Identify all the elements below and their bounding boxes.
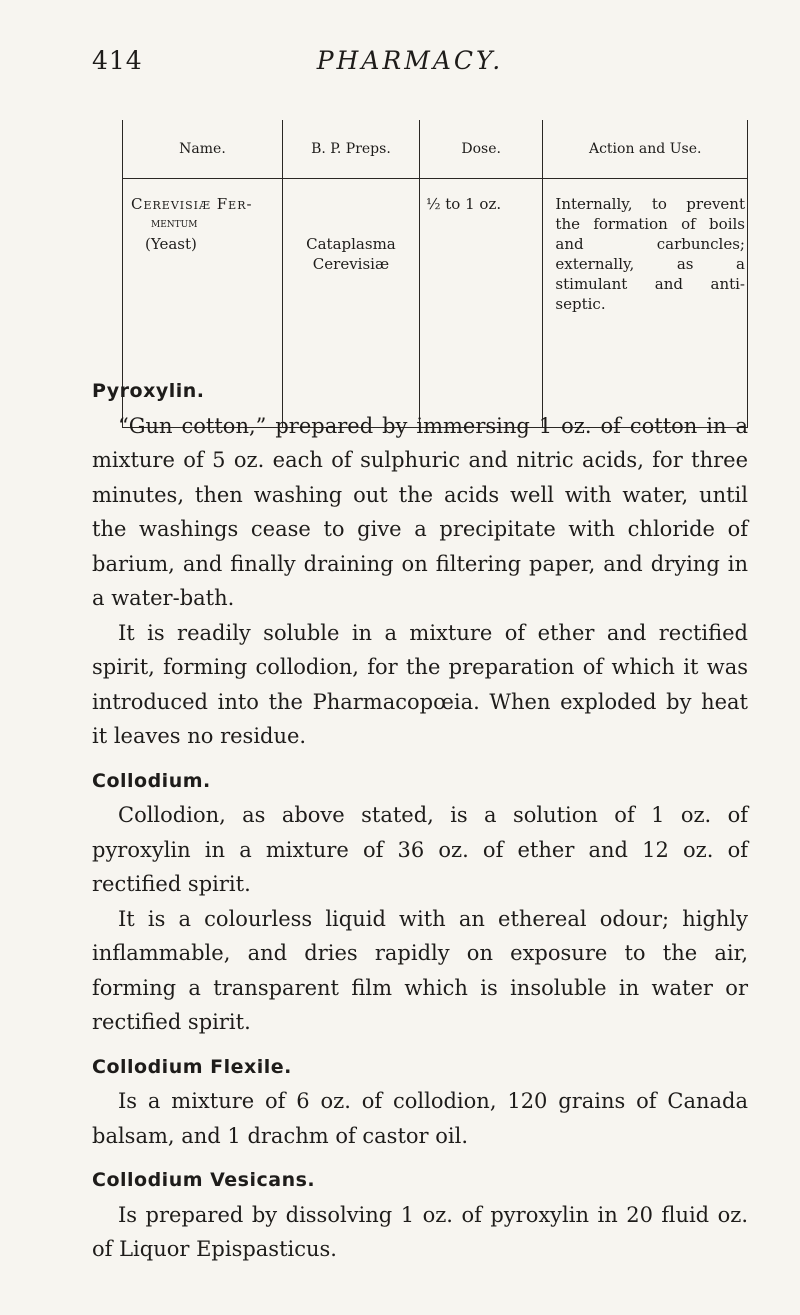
action-text: Internally, to prevent the formation of boils and carbuncles; externally, as a stimulant and anti-septic. [555, 195, 745, 313]
column-header-preps: B. P. Preps. [282, 120, 419, 179]
section-heading-collodium: Collodium. [92, 769, 211, 792]
name-line-1: Cerevisiæ Fer- [131, 195, 253, 213]
column-header-name: Name. [123, 120, 283, 179]
paragraph: Is prepared by dissolving 1 oz. of pyroxylin in 20 fluid oz. of Liquor Epispasticus. [92, 1202, 748, 1261]
dose-value: ½ to 1 oz. [425, 195, 502, 213]
running-title: PHARMACY. [316, 46, 504, 75]
page-number: 414 [92, 46, 143, 75]
text-body [92, 374, 748, 1267]
column-header-action: Action and Use. [543, 120, 748, 179]
section-heading-pyroxylin: Pyroxylin. [92, 380, 205, 402]
name-line-2: mentum [151, 216, 198, 231]
name-line-3: (Yeast) [145, 235, 197, 253]
prep-line-1: Cataplasma [306, 235, 396, 253]
page-header [0, 46, 800, 86]
paragraph: It is readily soluble in a mixture of ether and rectified spirit, forming collodion, for the preparation of which it was introduced into the Pharmacopœia. When exploded by heat it leaves no residue. [92, 620, 748, 748]
column-header-dose: Dose. [419, 120, 542, 179]
prep-line-2: Cerevisiæ [312, 255, 390, 273]
table-header-row [123, 120, 748, 179]
section-heading-collodium-vesicans: Collodium Vesicans. [92, 1169, 316, 1191]
paragraph: Collodion, as above stated, is a solution of 1 oz. of pyroxylin in a mixture of 36 oz. of ether and 12 oz. of rectified spirit. [92, 803, 748, 896]
paragraph: Is a mixture of 6 oz. of collodion, 120 grains of Canada balsam, and 1 drachm of castor oil. [92, 1089, 748, 1148]
section-heading-collodium-flexile: Collodium Flexile. [92, 1055, 292, 1078]
paragraph: It is a colourless liquid with an ethereal odour; highly inflammable, and dries rapidly on exposure to the air, forming a transparent film which is insoluble in water or rectified spirit. [92, 906, 748, 1034]
paragraph: “Gun cotton,” prepared by immersing 1 oz. of cotton in a mixture of 5 oz. each of sulphuric and nitric acids, for three minutes, then washing out the acids well with water, until the washings cease to give a precipitate with chloride of barium, and finally draining on filtering paper, and drying in a water-bath. [92, 413, 748, 610]
